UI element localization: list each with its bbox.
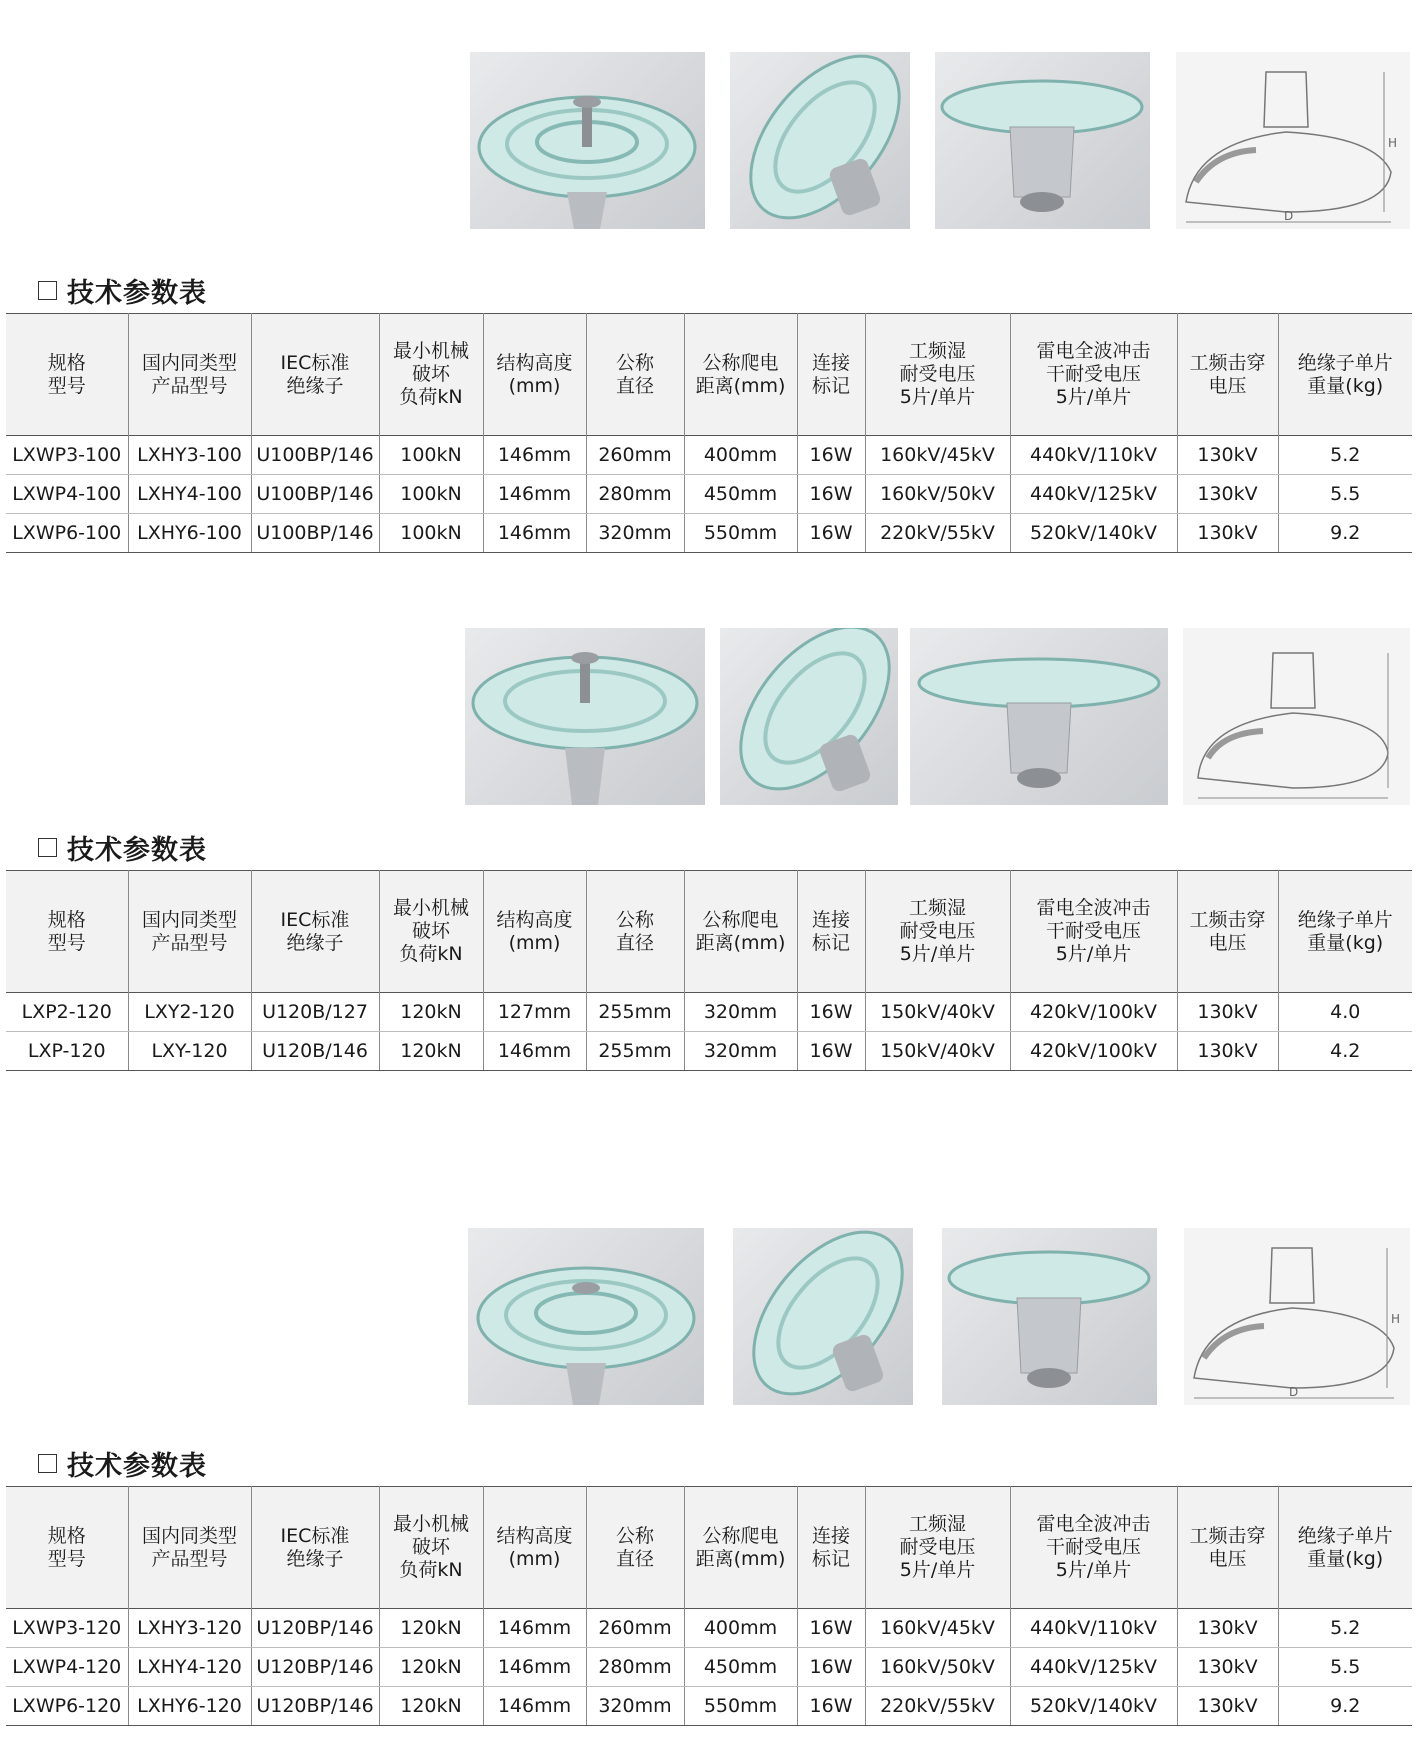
col-header: 工频湿 耐受电压 5片/单片 <box>865 871 1010 993</box>
table-cell: 440kV/110kV <box>1010 436 1177 475</box>
table-cell: 440kV/125kV <box>1010 475 1177 514</box>
table-cell: 16W <box>797 1648 865 1687</box>
table-cell: LXHY3-120 <box>128 1609 251 1648</box>
spec-table-1 <box>6 313 1412 553</box>
col-header: 规格 型号 <box>6 1487 128 1609</box>
table-cell: 146mm <box>483 1032 586 1071</box>
table-cell: U100BP/146 <box>251 475 379 514</box>
table-cell: 146mm <box>483 1648 586 1687</box>
table-cell: 150kV/40kV <box>865 993 1010 1032</box>
col-header: 雷电全波冲击 干耐受电压 5片/单片 <box>1010 871 1177 993</box>
spec-table-2 <box>6 870 1412 1071</box>
table-row <box>6 1609 1412 1648</box>
table-cell: U120B/127 <box>251 993 379 1032</box>
insulator-photo-top-view <box>468 1228 704 1405</box>
table-cell: 130kV <box>1177 1609 1278 1648</box>
table-cell: 130kV <box>1177 1032 1278 1071</box>
col-header: 雷电全波冲击 干耐受电压 5片/单片 <box>1010 1487 1177 1609</box>
table-row <box>6 514 1412 553</box>
table-cell: 5.2 <box>1278 436 1412 475</box>
col-header: 工频击穿 电压 <box>1177 314 1278 436</box>
table-row <box>6 475 1412 514</box>
table-cell: 160kV/45kV <box>865 1609 1010 1648</box>
col-header: IEC标准 绝缘子 <box>251 314 379 436</box>
table-cell: 16W <box>797 993 865 1032</box>
table-cell: 120kN <box>379 1609 483 1648</box>
table-cell: 160kV/50kV <box>865 1648 1010 1687</box>
insulator-drawing <box>1183 628 1410 805</box>
table-cell: 440kV/110kV <box>1010 1609 1177 1648</box>
col-header: 雷电全波冲击 干耐受电压 5片/单片 <box>1010 314 1177 436</box>
col-header: 工频击穿 电压 <box>1177 871 1278 993</box>
table-cell: 130kV <box>1177 436 1278 475</box>
table-cell: LXHY3-100 <box>128 436 251 475</box>
col-header: 结构高度 (mm) <box>483 314 586 436</box>
table-cell: U100BP/146 <box>251 514 379 553</box>
insulator-photo-top-view <box>465 628 705 805</box>
insulator-drawing <box>1184 1228 1410 1405</box>
table-row <box>6 1032 1412 1071</box>
table-cell: 320mm <box>684 993 797 1032</box>
table-cell: LXHY4-120 <box>128 1648 251 1687</box>
table-cell: 4.0 <box>1278 993 1412 1032</box>
table-cell: 520kV/140kV <box>1010 514 1177 553</box>
table-cell: 120kN <box>379 993 483 1032</box>
section-heading-1: 技术参数表 <box>38 271 207 310</box>
col-header: 国内同类型 产品型号 <box>128 314 251 436</box>
table-cell: 130kV <box>1177 514 1278 553</box>
section-heading-3: 技术参数表 <box>38 1444 207 1483</box>
height-label: H <box>1391 1312 1401 1326</box>
col-header: IEC标准 绝缘子 <box>251 871 379 993</box>
checkbox-icon <box>38 838 57 857</box>
table-cell: 9.2 <box>1278 1687 1412 1726</box>
table-cell: 5.5 <box>1278 1648 1412 1687</box>
insulator-photo-top-view <box>470 52 705 229</box>
table-cell: LXWP6-120 <box>6 1687 128 1726</box>
table-cell: LXP-120 <box>6 1032 128 1071</box>
col-header: 国内同类型 产品型号 <box>128 1487 251 1609</box>
table-cell: LXHY4-100 <box>128 475 251 514</box>
col-header: 公称爬电 距离(mm) <box>684 1487 797 1609</box>
table-cell: 100kN <box>379 514 483 553</box>
table-cell: 5.5 <box>1278 475 1412 514</box>
table-cell: 260mm <box>586 1609 684 1648</box>
table-cell: 16W <box>797 1032 865 1071</box>
table-cell: 16W <box>797 475 865 514</box>
table-cell: 420kV/100kV <box>1010 1032 1177 1071</box>
insulator-photo-angled-view <box>730 52 910 229</box>
col-header: 结构高度 (mm) <box>483 871 586 993</box>
col-header: 公称爬电 距离(mm) <box>684 314 797 436</box>
col-header: 工频湿 耐受电压 5片/单片 <box>865 314 1010 436</box>
table-cell: 146mm <box>483 436 586 475</box>
table-cell: 4.2 <box>1278 1032 1412 1071</box>
table-cell: LXWP3-120 <box>6 1609 128 1648</box>
col-header: 国内同类型 产品型号 <box>128 871 251 993</box>
table-cell: 16W <box>797 436 865 475</box>
insulator-photo-side-view <box>942 1228 1157 1405</box>
checkbox-icon <box>38 281 57 300</box>
insulator-drawing <box>1176 52 1410 229</box>
table-cell: 130kV <box>1177 1687 1278 1726</box>
table-cell: U120BP/146 <box>251 1609 379 1648</box>
insulator-photo-angled-view <box>733 1228 913 1405</box>
table-row <box>6 1687 1412 1726</box>
table-cell: 100kN <box>379 475 483 514</box>
table-cell: 320mm <box>684 1032 797 1071</box>
col-header: 公称 直径 <box>586 1487 684 1609</box>
section-heading-2: 技术参数表 <box>38 828 207 867</box>
table-cell: 450mm <box>684 1648 797 1687</box>
table-cell: 255mm <box>586 1032 684 1071</box>
table-cell: 120kN <box>379 1648 483 1687</box>
table-row <box>6 1648 1412 1687</box>
table-cell: U120BP/146 <box>251 1648 379 1687</box>
table-cell: 400mm <box>684 436 797 475</box>
table-cell: 146mm <box>483 1687 586 1726</box>
table-cell: 550mm <box>684 1687 797 1726</box>
table-cell: 130kV <box>1177 993 1278 1032</box>
table-cell: LXWP6-100 <box>6 514 128 553</box>
table-cell: 5.2 <box>1278 1609 1412 1648</box>
col-header: 公称爬电 距离(mm) <box>684 871 797 993</box>
col-header: 结构高度 (mm) <box>483 1487 586 1609</box>
col-header: 连接 标记 <box>797 1487 865 1609</box>
table-cell: 9.2 <box>1278 514 1412 553</box>
table-cell: 255mm <box>586 993 684 1032</box>
table-cell: 146mm <box>483 514 586 553</box>
insulator-photo-angled-view <box>720 628 898 805</box>
table-cell: 146mm <box>483 1609 586 1648</box>
table-cell: 16W <box>797 514 865 553</box>
table-cell: 320mm <box>586 514 684 553</box>
col-header: 规格 型号 <box>6 314 128 436</box>
table-cell: LXHY6-100 <box>128 514 251 553</box>
table-cell: LXY-120 <box>128 1032 251 1071</box>
table-cell: U120B/146 <box>251 1032 379 1071</box>
col-header: 连接 标记 <box>797 314 865 436</box>
table-cell: LXWP3-100 <box>6 436 128 475</box>
table-cell: U120BP/146 <box>251 1687 379 1726</box>
diameter-label: D <box>1284 209 1294 223</box>
table-cell: LXHY6-120 <box>128 1687 251 1726</box>
table-cell: LXWP4-120 <box>6 1648 128 1687</box>
table-cell: 16W <box>797 1687 865 1726</box>
col-header: 连接 标记 <box>797 871 865 993</box>
table-cell: 220kV/55kV <box>865 1687 1010 1726</box>
table-cell: 260mm <box>586 436 684 475</box>
col-header: 绝缘子单片 重量(kg) <box>1278 1487 1412 1609</box>
table-cell: 220kV/55kV <box>865 514 1010 553</box>
table-cell: 550mm <box>684 514 797 553</box>
table-cell: 120kN <box>379 1687 483 1726</box>
col-header: 绝缘子单片 重量(kg) <box>1278 314 1412 436</box>
table-cell: 280mm <box>586 475 684 514</box>
height-label: H <box>1388 136 1398 150</box>
table-cell: 127mm <box>483 993 586 1032</box>
col-header: IEC标准 绝缘子 <box>251 1487 379 1609</box>
col-header: 工频湿 耐受电压 5片/单片 <box>865 1487 1010 1609</box>
table-cell: 450mm <box>684 475 797 514</box>
table-cell: 320mm <box>586 1687 684 1726</box>
table-cell: LXWP4-100 <box>6 475 128 514</box>
table-cell: 400mm <box>684 1609 797 1648</box>
table-row <box>6 993 1412 1032</box>
checkbox-icon <box>38 1454 57 1473</box>
table-cell: 520kV/140kV <box>1010 1687 1177 1726</box>
table-cell: 420kV/100kV <box>1010 993 1177 1032</box>
table-cell: 160kV/45kV <box>865 436 1010 475</box>
table-cell: 100kN <box>379 436 483 475</box>
table-cell: 130kV <box>1177 475 1278 514</box>
insulator-photo-side-view <box>935 52 1150 229</box>
table-cell: 130kV <box>1177 1648 1278 1687</box>
table-row <box>6 436 1412 475</box>
col-header: 绝缘子单片 重量(kg) <box>1278 871 1412 993</box>
table-cell: 160kV/50kV <box>865 475 1010 514</box>
table-cell: 280mm <box>586 1648 684 1687</box>
col-header: 最小机械 破坏 负荷kN <box>379 1487 483 1609</box>
table-cell: 120kN <box>379 1032 483 1071</box>
col-header: 公称 直径 <box>586 871 684 993</box>
table-cell: 150kV/40kV <box>865 1032 1010 1071</box>
diameter-label: D <box>1289 1385 1299 1399</box>
col-header: 最小机械 破坏 负荷kN <box>379 871 483 993</box>
col-header: 最小机械 破坏 负荷kN <box>379 314 483 436</box>
spec-table-3 <box>6 1486 1412 1726</box>
insulator-photo-side-view <box>910 628 1168 805</box>
col-header: 工频击穿 电压 <box>1177 1487 1278 1609</box>
col-header: 规格 型号 <box>6 871 128 993</box>
table-cell: 16W <box>797 1609 865 1648</box>
table-cell: LXY2-120 <box>128 993 251 1032</box>
col-header: 公称 直径 <box>586 314 684 436</box>
table-cell: U100BP/146 <box>251 436 379 475</box>
table-cell: 440kV/125kV <box>1010 1648 1177 1687</box>
table-cell: LXP2-120 <box>6 993 128 1032</box>
table-cell: 146mm <box>483 475 586 514</box>
